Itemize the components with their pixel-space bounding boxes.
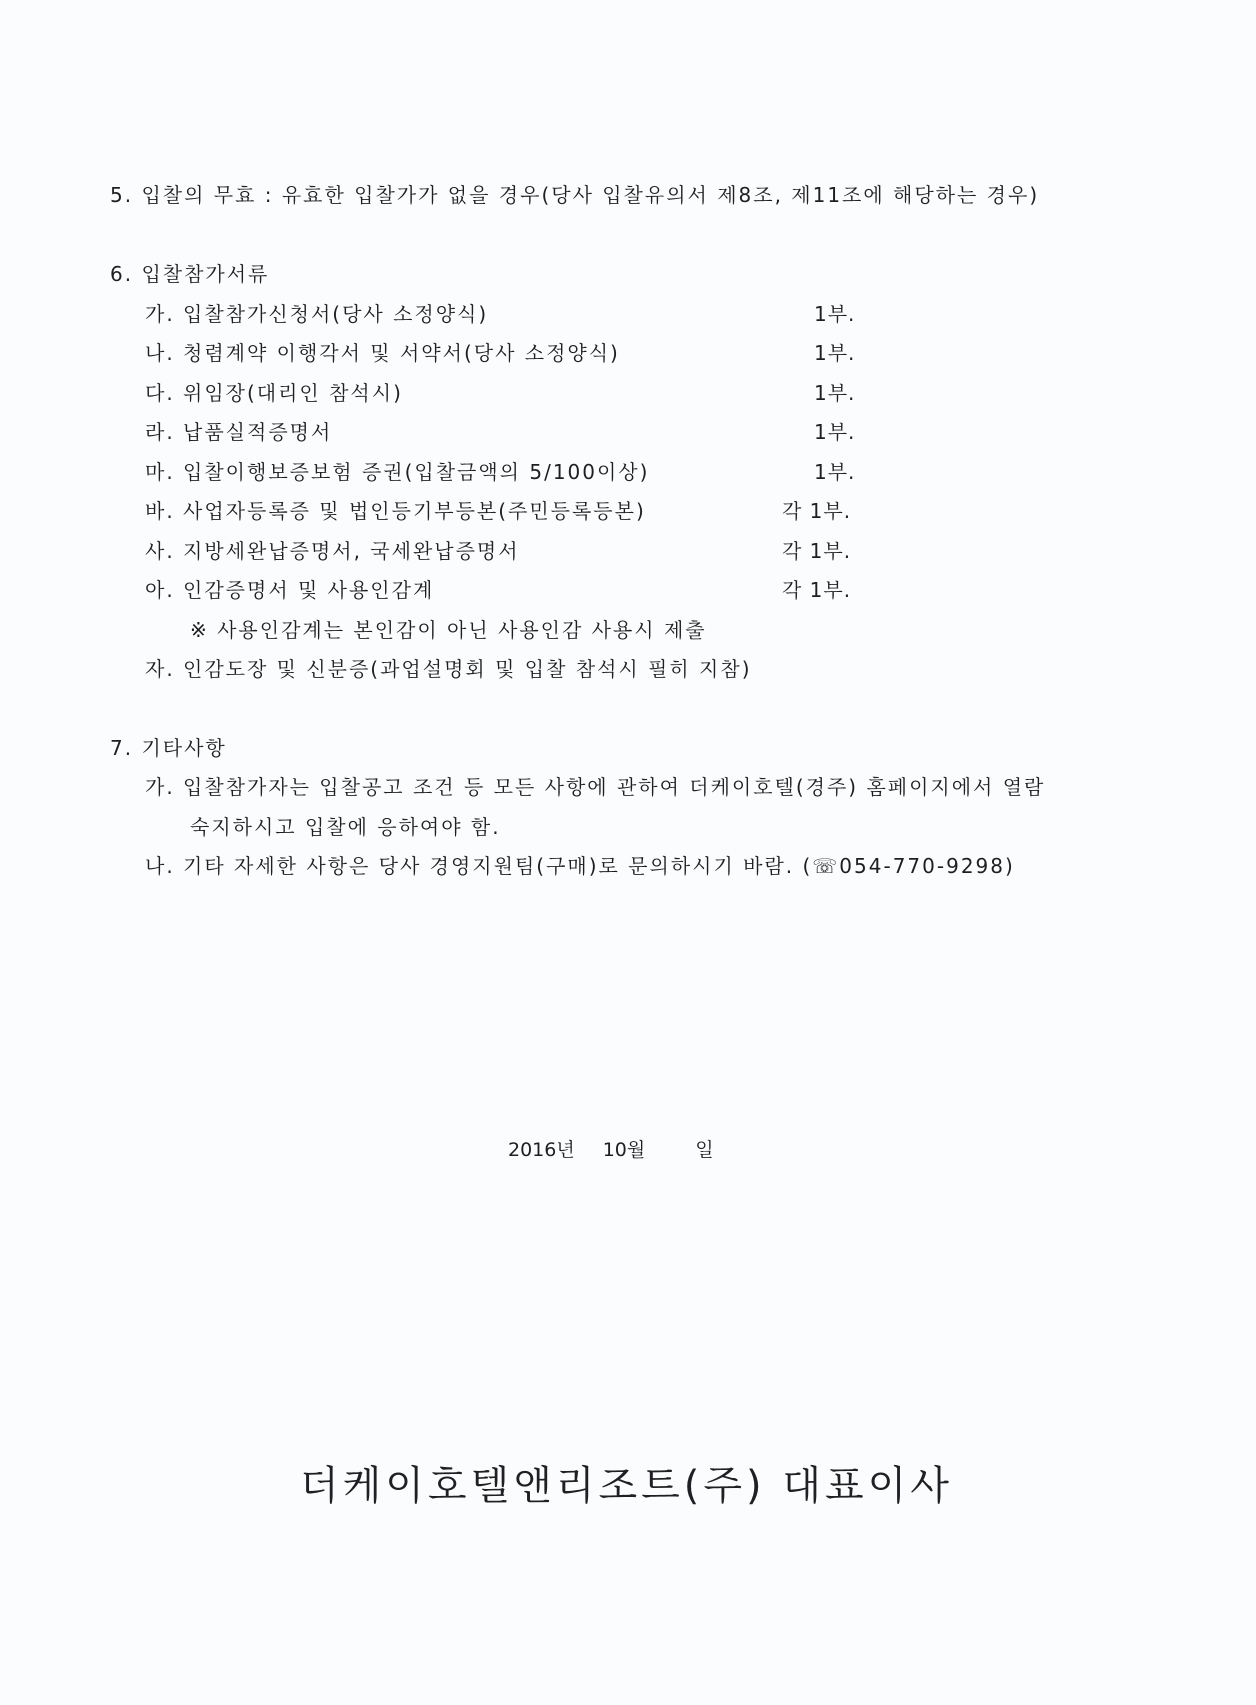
date-month: 10월 [602,1139,646,1161]
list-item-label: 라. 납품실적증명서 [145,420,333,444]
list-item-label: 마. 입찰이행보증보험 증권(입찰금액의 5/100이상) [145,460,650,484]
list-item-label: 자. 인감도장 및 신분증(과업설명회 및 입찰 참석시 필히 지참) [145,657,752,681]
list-item-qty: 1부. [814,341,856,365]
section-7-item-a-continued: 숙지하시고 입찰에 응하여야 함. [190,815,501,839]
list-item-label: 가. 입찰참가신청서(당사 소정양식) [145,302,489,326]
list-item-label: 아. 인감증명서 및 사용인감계 [145,578,435,602]
section-7-heading: 7. 기타사항 [110,736,227,760]
list-item-qty: 각 1부. [782,499,852,523]
list-item-qty: 1부. [814,460,856,484]
date-year: 2016년 [508,1139,575,1161]
list-item-qty: 1부. [814,381,856,405]
list-item-label: 바. 사업자등록증 및 법인등기부등본(주민등록등본) [145,499,646,523]
section-5-text: 5. 입찰의 무효 : 유효한 입찰가가 없을 경우(당사 입찰유의서 제8조, 제11조에 해당하는 경우) [110,183,1040,207]
section-7-item-a: 가. 입찰참가자는 입찰공고 조건 등 모든 사항에 관하여 더케이호텔(경주) 홈페이지에서 열람 [145,775,1046,799]
date-day: 일 [695,1139,714,1161]
list-item-qty: 1부. [814,420,856,444]
document-date [508,1138,714,1162]
section-6-heading: 6. 입찰참가서류 [110,262,270,286]
signature-block: 더케이호텔앤리조트(주) 대표이사 [300,1463,953,1509]
list-item-qty: 각 1부. [782,539,852,563]
list-item-label: 사. 지방세완납증명서, 국세완납증명서 [145,539,520,563]
list-item-label: 다. 위임장(대리인 참석시) [145,381,403,405]
list-item-qty: 1부. [814,302,856,326]
list-item-label: 나. 청렴계약 이행각서 및 서약서(당사 소정양식) [145,341,620,365]
list-note: ※ 사용인감계는 본인감이 아닌 사용인감 사용시 제출 [190,618,707,642]
section-7-item-b: 나. 기타 자세한 사항은 당사 경영지원팀(구매)로 문의하시기 바람. (☏054-770-9298) [145,854,1015,878]
list-item-qty: 각 1부. [782,578,852,602]
